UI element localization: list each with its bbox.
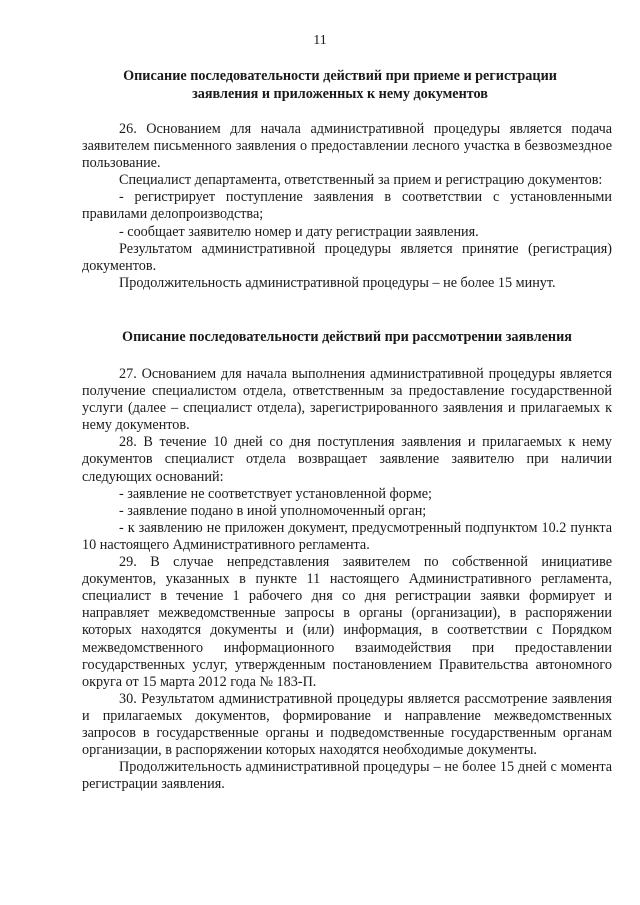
section-heading-review: Описание последовательности действий при рассмотрении заявления <box>122 329 572 345</box>
paragraph-duration: Продолжительность административной процедуры – не более 15 минут. <box>119 274 556 291</box>
paragraph-result: Результатом административной процедуры является принятие (регистрация) документов. <box>82 240 612 274</box>
paragraph-30: 30. Результатом административной процедуры является рассмотрение заявления и прилагаемых документов, формирование и направление межведомственных запросов в государственные органы и подведомственные государственным органам организации, в распоряжении которых находятся необходимые документы. <box>82 690 612 759</box>
list-item-missing-document: - к заявлению не приложен документ, предусмотренный подпунктом 10.2 пункта 10 настоящего Административного регламента. <box>82 519 612 553</box>
section-heading-reception: Описание последовательности действий при приеме и регистрации заявления и приложенных к нему документов <box>123 68 557 102</box>
paragraph-27: 27. Основанием для начала выполнения административной процедуры является получение специалистом отдела, ответственным за предоставление государственной услуги (далее – специалист отдела), зарегистрированного заявления и прилагаемых к нему документов. <box>82 366 612 434</box>
list-item-other-authority: - заявление подано в иной уполномоченный орган; <box>119 502 427 519</box>
section-body-review <box>82 366 612 793</box>
paragraph-29: 29. В случае непредставления заявителем по собственной инициативе документов, указанных в пункте 11 настоящего Административного регламента, специалист в течение 1 рабочего дня со дня регистрации заявки формирует и направляет межведомственные запросы в органы (организации), в распоряжении которых находятся документы и (или) информация, в соответствии с Порядком межведомственного информационного взаимодействия при предоставлении государственных услуг, утвержденным постановлением Правительства автономного округа от 15 марта 2012 года № 183-П. <box>82 554 612 690</box>
paragraph-26: 26. Основанием для начала административной процедуры является подача заявителем письменного заявления о предоставлении лесного участка в безвозмездное пользование. <box>82 121 612 172</box>
list-item-form: - заявление не соответствует установленной форме; <box>119 485 432 502</box>
list-item-informs: - сообщает заявителю номер и дату регистрации заявления. <box>119 223 479 240</box>
paragraph-28: 28. В течение 10 дней со дня поступления заявления и прилагаемых к нему документов специалист отдела возвращает заявление заявителю при наличии следующих оснований: <box>82 434 612 485</box>
list-item-registers: - регистрирует поступление заявления в соответствии с установленными правилами делопроизводства; <box>82 189 612 223</box>
page-number: 11 <box>313 33 327 48</box>
section-body-reception <box>82 121 612 292</box>
paragraph-duration-review: Продолжительность административной процедуры – не более 15 дней с момента регистрации заявления. <box>82 759 612 793</box>
paragraph-specialist: Специалист департамента, ответственный за прием и регистрацию документов: <box>119 172 603 189</box>
